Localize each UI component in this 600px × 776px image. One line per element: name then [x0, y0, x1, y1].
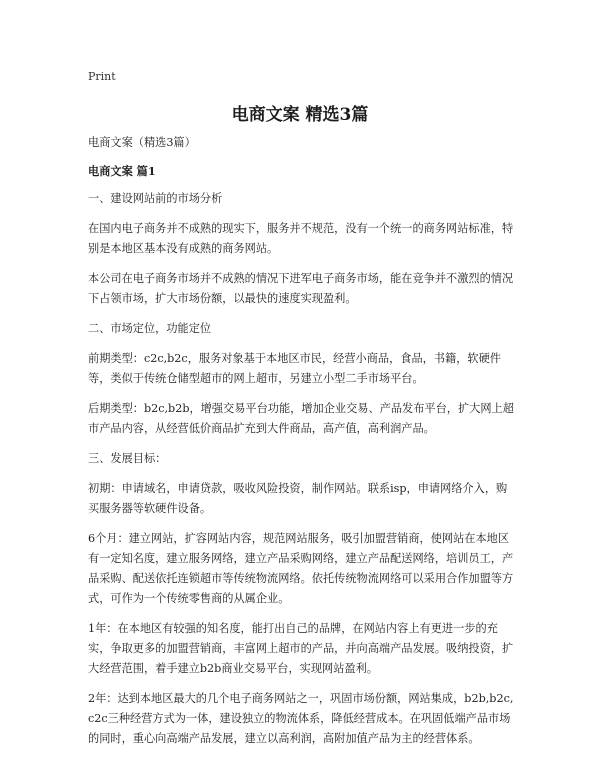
- heading-goals: 三、发展目标：: [88, 452, 167, 465]
- paragraph: 在国内电子商务并不成熟的现实下，服务并不规范，没有一个统一的商务网站标准，特别是本地区基本没有成熟的商务网站。: [88, 222, 514, 255]
- paragraph: 本公司在电子商务市场并不成熟的情况下进军电子商务市场，能在竞争并不激烈的情况下占领市场，扩大市场份额，以最快的速度实现盈利。: [88, 272, 514, 305]
- heading-market-analysis: 一、建设网站前的市场分析: [88, 192, 223, 205]
- paragraph: 6个月：建立网站，扩容网站内容，规范网站服务，吸引加盟营销商，使网站在本地区有一定知名度，建立服务网络，建立产品采购网络，建立产品配送网络，培训员工，产品采购、配送依托连锁超市等传统物流网络。依托传统物流网络可以采用合作加盟等方式，可作为一个传统零售商的从属企业。: [88, 532, 514, 605]
- document-title: 电商文案 精选3篇: [231, 105, 369, 125]
- paragraph: 2年：达到本地区最大的几个电子商务网站之一，巩固市场份额，网站集成，b2b,b2c,c2c三种经营方式为一体，建设独立的物流体系，降低经营成本。在巩固低端产品市场的同时，重心向高端产品发展，建立以高利润，高附加值产品为主的经营体系。: [88, 692, 514, 745]
- document-subtitle: 电商文案（精选3篇）: [88, 136, 196, 149]
- document-body: [88, 133, 514, 759]
- paragraph: 初期：申请域名，申请贷款，吸收风险投资，制作网站。联系isp，申请网络介入，购买服务器等软硬件设备。: [88, 482, 508, 515]
- print-label: Print: [88, 70, 116, 83]
- section-heading: 电商文案 篇1: [88, 164, 156, 178]
- paragraph: 前期类型：c2c,b2c，服务对象基于本地区市民，经营小商品，食品，书籍，软硬件等，类似于传统仓储型超市的网上超市，另建立小型二手市场平台。: [88, 352, 501, 385]
- paragraph: 1年：在本地区有较强的知名度，能打出自己的品牌，在网站内容上有更进一步的充实，争取更多的加盟营销商，丰富网上超市的产品，并向高端产品发展。吸纳投资，扩大经营范围，着手建立b2b商业交易平台，实现网站盈利。: [88, 622, 514, 675]
- heading-positioning: 二、市场定位，功能定位: [88, 322, 212, 335]
- paragraph: 后期类型：b2c,b2b，增强交易平台功能，增加企业交易、产品发布平台，扩大网上超市产品内容，从经营低价商品扩充到大件商品，高产值，高利润产品。: [88, 402, 514, 435]
